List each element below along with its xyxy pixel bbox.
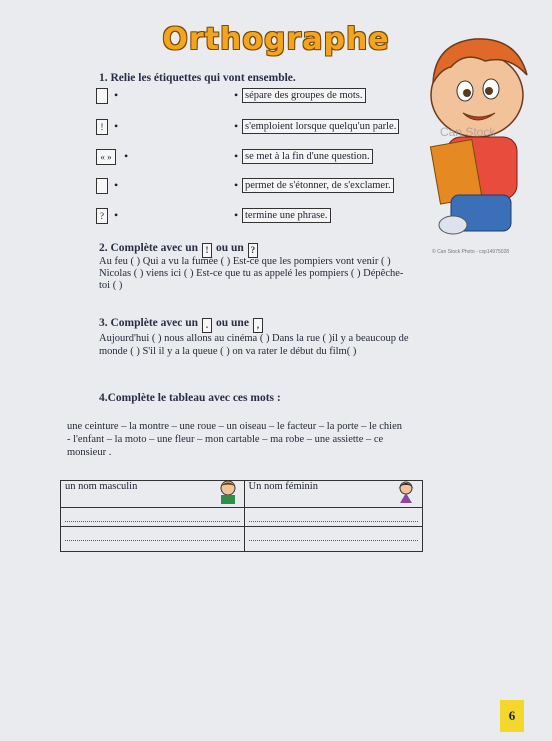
table-header-feminin: [244, 481, 422, 508]
answer-cell-masc-2[interactable]: [61, 527, 245, 552]
match-dot-right-1: •: [234, 88, 239, 102]
definition-5: termine une phrase.: [242, 208, 331, 223]
table-header-masculin: [61, 481, 245, 508]
match-dot-left-4: •: [114, 178, 119, 192]
section3-line-1: Aujourd'hui ( ) nous allons au cinéma ( ) Dans la rue ( )il y a beaucoup de: [99, 333, 409, 344]
exclamation-symbol-box: !: [202, 243, 212, 258]
section4-heading: 4.Complète le tableau avec ces mots :: [99, 392, 281, 404]
match-dot-left-5: •: [114, 208, 119, 222]
section4-words-line-3: monsieur .: [67, 447, 112, 458]
match-dot-right-2: •: [234, 119, 239, 133]
section2-line-3: toi ( ): [99, 280, 123, 291]
answer-cell-fem-1[interactable]: [244, 508, 422, 527]
gender-table: [60, 480, 423, 552]
symbol-box-2: !: [96, 119, 108, 135]
page-number-badge: 6: [500, 700, 524, 732]
girl-icon: [394, 479, 418, 505]
comma-symbol-box: ,: [253, 318, 263, 333]
section3-heading: [99, 317, 267, 333]
definition-1: sépare des groupes de mots.: [242, 88, 366, 103]
col-fem-label: Un nom féminin: [248, 481, 318, 492]
symbol-box-1: [96, 88, 108, 104]
section2-heading-b: ou un: [216, 242, 244, 254]
section2-heading-a: 2. Complète avec un: [99, 242, 199, 254]
answer-cell-masc-1[interactable]: [61, 508, 245, 527]
symbol-box-5: ?: [96, 208, 108, 224]
section4-words-line-1: une ceinture – la montre – une roue – un oiseau – le facteur – la porte – le chien: [67, 421, 402, 432]
section3-heading-b: ou une: [216, 317, 249, 329]
section4-words-line-2: - l'enfant – la moto – une fleur – mon cartable – ma robe – une assiette – ce: [67, 434, 384, 445]
boy-icon: [216, 479, 240, 505]
col-masc-label: un nom masculin: [65, 481, 138, 492]
match-dot-right-4: •: [234, 178, 239, 192]
section3-line-2: monde ( ) S'il il y a la queue ( ) on va rater le début du film( ): [99, 346, 357, 357]
symbol-box-4: [96, 178, 108, 194]
table-header-row: [61, 481, 423, 508]
match-dot-right-3: •: [234, 149, 239, 163]
symbol-box-3: « »: [96, 149, 116, 165]
match-dot-right-5: •: [234, 208, 239, 222]
match-dot-left-1: •: [114, 88, 119, 102]
section3-heading-a: 3. Complète avec un: [99, 317, 199, 329]
answer-cell-fem-2[interactable]: [244, 527, 422, 552]
question-symbol-box: ?: [248, 243, 258, 258]
section2-line-2: Nicolas ( ) viens ici ( ) Est-ce que tu as appelé les pompiers ( ) Dépêche-: [99, 268, 404, 279]
definition-2: s'emploient lorsque quelqu'un parle.: [242, 119, 399, 134]
table-row: [61, 508, 423, 527]
period-symbol-box: .: [202, 318, 212, 333]
match-dot-left-2: •: [114, 119, 119, 133]
section1-heading: 1. Relie les étiquettes qui vont ensemble.: [99, 72, 296, 84]
definition-4: permet de s'étonner, de s'exclamer.: [242, 178, 394, 193]
page-title: Orthographe: [162, 22, 390, 57]
section2-line-1: Au feu ( ) Qui a vu la fumée ( ) Est-ce que les pompiers vont venir ( ): [99, 256, 391, 267]
watermark-text: Can Stock: [440, 125, 496, 139]
table-row: [61, 527, 423, 552]
match-dot-left-3: •: [124, 149, 129, 163]
definition-3: se met à la fin d'une question.: [242, 149, 373, 164]
image-credit: © Can Stock Photo - csp14975028: [432, 249, 510, 255]
